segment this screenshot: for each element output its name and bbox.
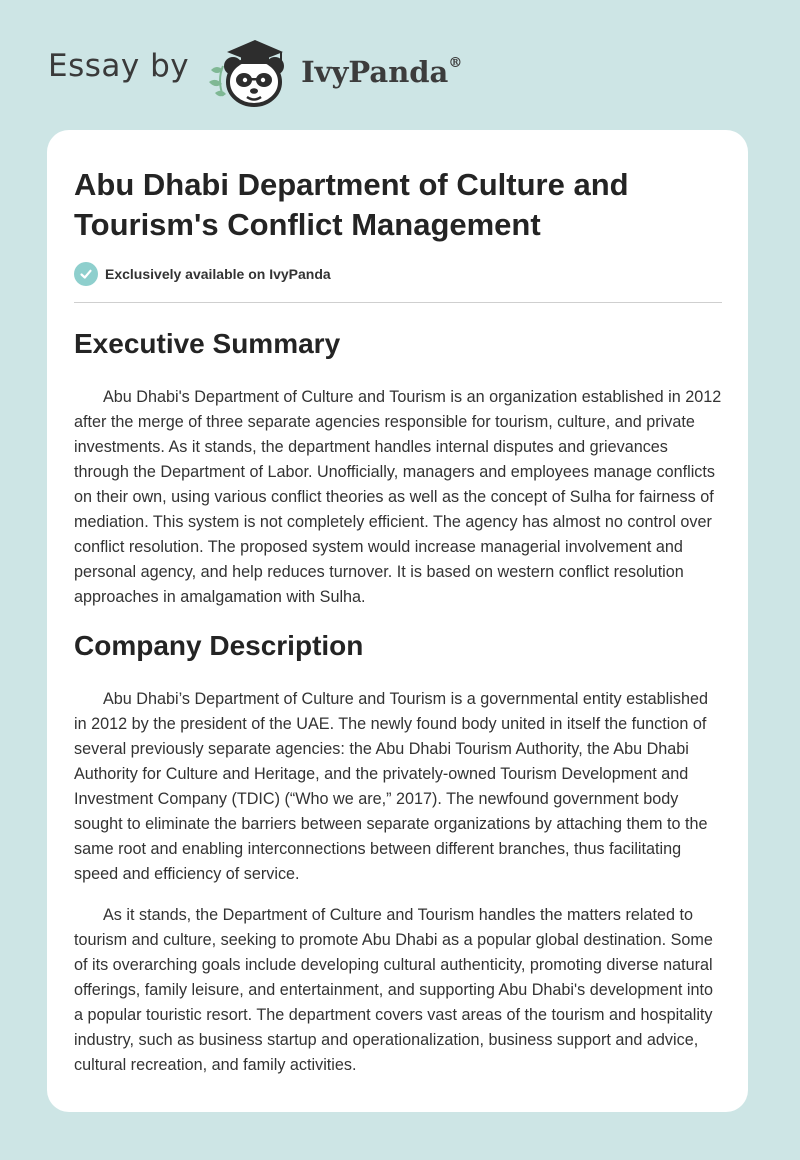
page-title: Abu Dhabi Department of Culture and Tourism's Conflict Management	[74, 167, 629, 242]
essay-by-label: Essay by	[48, 48, 190, 84]
panda-graduate-icon[interactable]	[205, 30, 301, 110]
paragraph: Abu Dhabi’s Department of Culture and Tourism is a governmental entity established in 2012 by the president of the UAE. The newly found body united in itself the function of several previously separate agencies: the Abu Dhabi Tourism Authority, the Abu Dhabi Authority for Culture and Heritage, and the privately-owned Tourism Development and Investment Company (TDIC) (“Who we are,” 2017). The newfound government body sought to eliminate the barriers between separate organizations by attaching them to the same root and enabling interconnections between different branches, thus facilitating speed and efficiency of service.	[74, 690, 708, 883]
site-header	[48, 30, 548, 110]
essay-card	[47, 130, 748, 1112]
section-heading-executive-summary: Executive Summary	[74, 328, 341, 359]
brand-name[interactable]: IvyPanda®	[301, 55, 463, 89]
check-icon	[74, 262, 98, 286]
trademark-sign: ®	[448, 55, 463, 72]
section-heading-company-description: Company Description	[74, 630, 364, 661]
paragraph: As it stands, the Department of Culture and Tourism handles the matters related to tourism and culture, seeking to promote Abu Dhabi as a popular global destination. Some of its overarching goals include developing cultural authenticity, promoting diverse natural offerings, family leisure, and entertainment, and supporting Abu Dhabi's development into a popular touristic resort. The department covers vast areas of the tourism and hospitality industry, such as business startup and operationalization, business support and advice, cultural recreation, and family activities.	[74, 906, 713, 1074]
exclusive-badge	[74, 262, 331, 286]
paragraph: Abu Dhabi's Department of Culture and Tourism is an organization established in 2012 after the merge of three separate agencies responsible for tourism, culture, and private investments. As it stands, the department handles internal disputes and grievances through the Department of Labor. Unofficially, managers and employees manage conflicts on their own, using various conflict theories as well as the concept of Sulha for fairness of mediation. This system is not completely efficient. The agency has almost no control over conflict resolution. The proposed system would increase managerial involvement and personal agency, and help reduces turnover. It is based on western conflict resolution approaches in amalgamation with Sulha.	[74, 388, 722, 606]
exclusive-label: Exclusively available on IvyPanda	[105, 266, 331, 282]
divider	[74, 302, 722, 303]
